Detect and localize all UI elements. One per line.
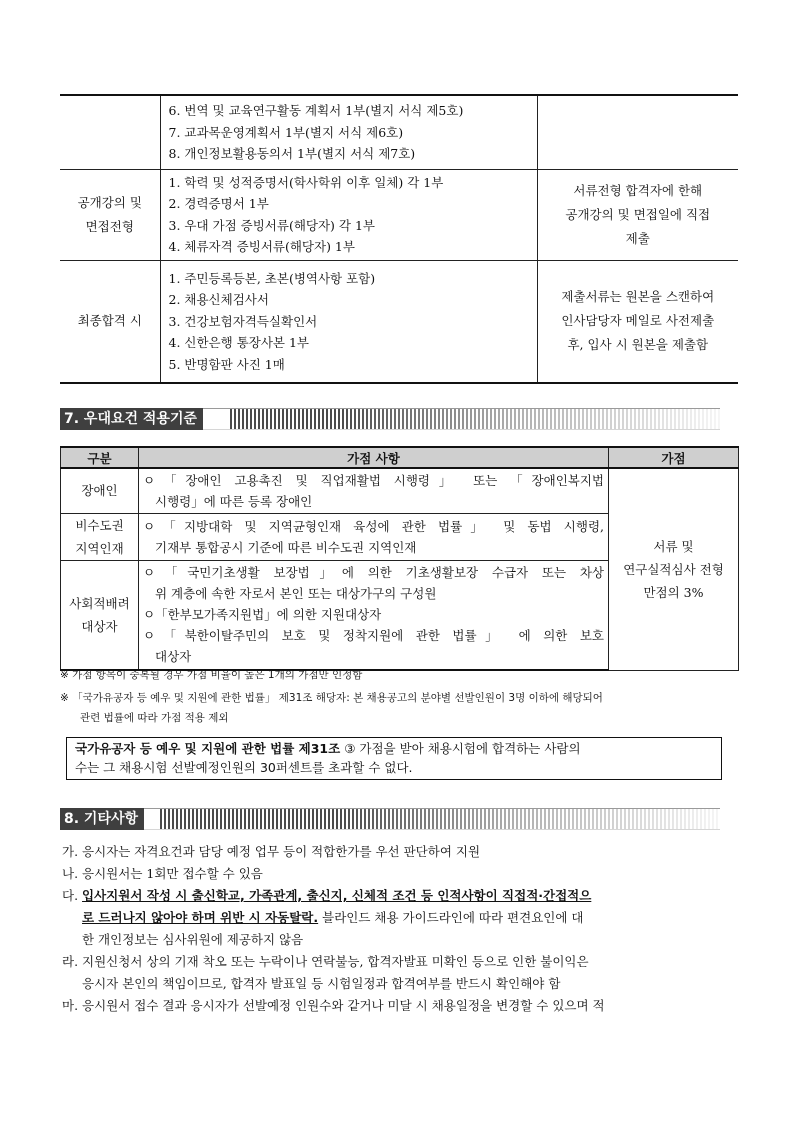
table-row bbox=[60, 260, 738, 383]
content-cell bbox=[139, 468, 609, 513]
points-cell bbox=[609, 468, 739, 670]
column-header: 가점 bbox=[609, 447, 739, 468]
content-cell bbox=[139, 560, 609, 670]
list-item: 나. 응시원서는 1회만 접수할 수 있음 bbox=[62, 866, 263, 881]
law-quote-box bbox=[66, 737, 722, 780]
content-line: 시행령」에 따른 등록 장애인 bbox=[155, 493, 313, 509]
list-item: 2. 경력증명서 1부 bbox=[168, 196, 269, 211]
list-item: 2. 채용신체검사서 bbox=[168, 292, 269, 307]
points-line: 연구실적심사 전형 bbox=[623, 561, 724, 577]
list-item: 1. 주민등록등본, 초본(병역사항 포함) bbox=[168, 270, 376, 286]
list-item: 1. 학력 및 성적증명서(학사학위 이후 일체) 각 1부 bbox=[168, 174, 444, 190]
items-cell bbox=[160, 95, 537, 169]
content-line: 위 계층에 속한 자로서 본인 또는 대상가구의 구성원 bbox=[155, 586, 437, 602]
header-fade bbox=[340, 408, 720, 430]
category-line: 비수도권 bbox=[75, 517, 124, 533]
note-line: 후, 입사 시 원본을 제출함 bbox=[567, 337, 709, 353]
column-header: 가점 사항 bbox=[139, 447, 609, 468]
list-item: 5. 반명함판 사진 1매 bbox=[168, 356, 285, 372]
note-line: 서류전형 합격자에 한해 bbox=[573, 182, 703, 198]
footnote: 관련 법률에 따라 가점 적용 제외 bbox=[80, 712, 229, 724]
stage-cell: 최종합격 시 bbox=[60, 260, 160, 383]
items-cell bbox=[160, 260, 537, 383]
section-8-header bbox=[60, 808, 720, 830]
list-item: 4. 신한은행 통장사본 1부 bbox=[168, 335, 309, 350]
content-line: 대상자 bbox=[155, 649, 192, 665]
item-prefix: 다. bbox=[62, 888, 83, 903]
note-line: 제출 bbox=[625, 230, 650, 246]
list-item: 가. 응시자는 자격요건과 담당 예정 업무 등이 적합한가를 우선 판단하여 지원 bbox=[62, 844, 481, 859]
stage-label: 면접전형 bbox=[85, 218, 134, 234]
note-cell bbox=[537, 95, 738, 169]
list-item bbox=[62, 885, 742, 907]
header-divider bbox=[60, 829, 720, 830]
note-cell bbox=[537, 260, 738, 383]
points-line: 만점의 3% bbox=[643, 584, 704, 600]
list-item-continuation: 응시자 본인의 책임이므로, 합격자 발표일 등 시험일정과 합격여부를 반드시 확인해야 함 bbox=[82, 976, 561, 991]
stage-cell bbox=[60, 95, 160, 169]
list-item: 3. 건강보험자격득실확인서 bbox=[168, 313, 318, 329]
law-title: 국가유공자 등 예우 및 지원에 관한 법률 제31조 bbox=[75, 741, 341, 756]
category-line: 사회적배려 bbox=[69, 595, 130, 611]
content-line: ㅇ「국민기초생활 보장법」에 의한 기초생활보장 수급자 또는 차상 bbox=[143, 565, 604, 581]
list-item-continuation: 한 개인정보는 심사위원에 제공하지 않음 bbox=[82, 932, 304, 947]
section-7-header bbox=[60, 408, 720, 430]
points-line: 서류 및 bbox=[653, 538, 694, 554]
list-item: 7. 교과목운영계획서 1부(별지 서식 제6호) bbox=[168, 124, 404, 140]
content-line: ㅇ「북한이탈주민의 보호 및 정착지원에 관한 법률」 에 의한 보호 bbox=[143, 628, 604, 644]
law-line bbox=[75, 739, 713, 758]
table-row bbox=[60, 169, 738, 260]
list-item: 4. 체류자격 증빙서류(해당자) 1부 bbox=[168, 239, 355, 254]
list-item: 8. 개인정보활용동의서 1부(별지 서식 제7호) bbox=[168, 146, 416, 161]
required-documents-table bbox=[60, 94, 738, 384]
list-item-continuation bbox=[62, 907, 742, 929]
emphasis-text: 입사지원서 작성 시 출신학교, 가족관계, 출신지, 신체적 조건 등 인적사항이 직접적·간접적으 bbox=[82, 888, 592, 903]
content-line: ㅇ「한부모가족지원법」에 의한 지원대상자 bbox=[143, 607, 382, 623]
table-row bbox=[61, 468, 739, 513]
header-fade bbox=[340, 808, 720, 830]
list-item: 라. 지원신청서 상의 기재 착오 또는 누락이나 연락불능, 합격자발표 미확인 등으로 인한 불이익은 bbox=[62, 954, 589, 969]
section-title: 8. 기타사항 bbox=[60, 808, 144, 830]
note-line: 인사담당자 메일로 사전제출 bbox=[561, 313, 715, 329]
stage-label: 공개강의 및 bbox=[77, 194, 142, 210]
category-cell bbox=[61, 560, 139, 670]
emphasis-text: 로 드러나지 않아야 하며 위반 시 자동탈락. bbox=[82, 910, 319, 925]
items-cell bbox=[160, 169, 537, 260]
list-item: 6. 번역 및 교육연구활동 계획서 1부(별지 서식 제5호) bbox=[168, 103, 464, 118]
footnote: ※ 가점 항목이 중복될 경우 가점 비율이 높은 1개의 가점만 인정함 bbox=[60, 669, 363, 681]
content-line: ㅇ「장애인 고용촉진 및 직업재활법 시행령」 또는 「장애인복지법 bbox=[143, 472, 604, 488]
column-header: 구분 bbox=[61, 447, 139, 468]
header-divider bbox=[60, 808, 720, 809]
misc-notes-list bbox=[62, 841, 742, 1017]
law-line: 수는 그 채용시험 선발예정인원의 30퍼센트를 초과할 수 없다. bbox=[75, 760, 413, 775]
law-text: ③ 가점을 받아 채용시험에 합격하는 사람의 bbox=[340, 741, 581, 756]
category-line: 대상자 bbox=[81, 618, 118, 634]
content-line: 기재부 통합공시 기준에 따른 비수도권 지역인재 bbox=[155, 539, 417, 555]
category-line: 지역인재 bbox=[75, 540, 124, 556]
table-row bbox=[60, 95, 738, 169]
note-line: 공개강의 및 면접일에 직접 bbox=[565, 206, 711, 222]
item-text: 블라인드 채용 가이드라인에 따라 편견요인에 대 bbox=[318, 910, 584, 925]
content-cell bbox=[139, 513, 609, 560]
footnote: ※ 「국가유공자 등 예우 및 지원에 관한 법률」 제31조 해당자: 본 채용공고의 분야별 선발인원이 3명 이하에 해당되어 bbox=[60, 692, 603, 704]
note-cell bbox=[537, 169, 738, 260]
list-item: 3. 우대 가점 증빙서류(해당자) 각 1부 bbox=[168, 217, 375, 233]
table-header-row bbox=[61, 447, 739, 468]
category-cell bbox=[61, 513, 139, 560]
note-line: 제출서류는 원본을 스캔하여 bbox=[561, 289, 715, 305]
category-cell: 장애인 bbox=[61, 468, 139, 513]
content-line: ㅇ「지방대학 및 지역균형인재 육성에 관한 법률」 및 동법 시행령, bbox=[143, 518, 604, 534]
stage-cell bbox=[60, 169, 160, 260]
preference-criteria-table bbox=[60, 446, 739, 671]
section-title: 7. 우대요건 적용기준 bbox=[60, 408, 203, 430]
list-item: 마. 응시원서 접수 결과 응시자가 선발예정 인원수와 같거나 미달 시 채용일정을 변경할 수 있으며 적 bbox=[62, 998, 605, 1013]
